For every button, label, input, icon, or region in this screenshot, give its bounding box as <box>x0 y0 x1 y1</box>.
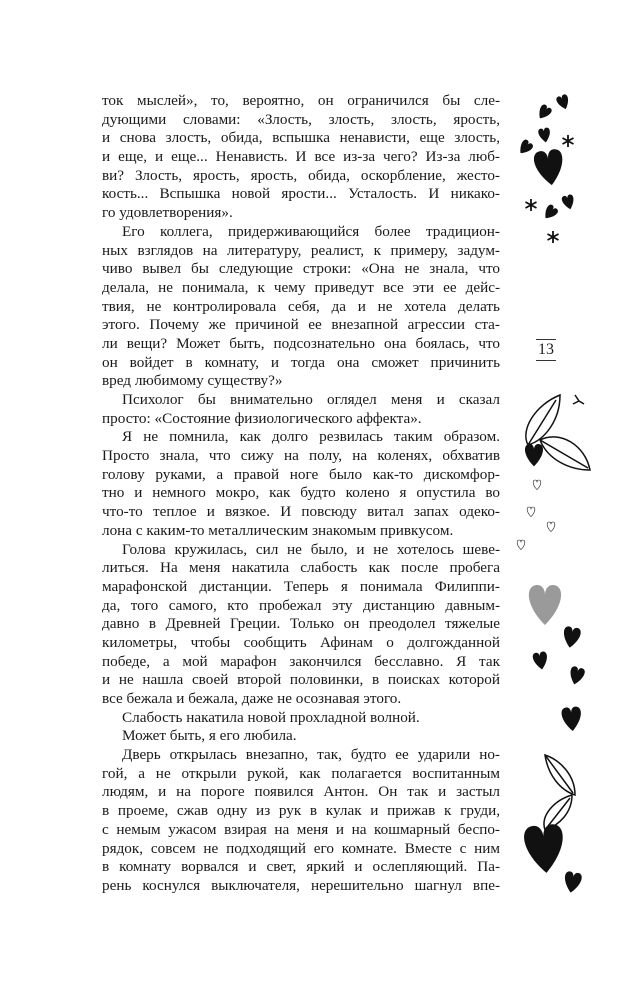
star-icons <box>526 135 574 243</box>
text-line: делала, не понимала, к чему приведут все эти ее дейс- <box>102 278 500 296</box>
text-line: все бежала и бежала, даже не осознавая этого. <box>102 690 402 707</box>
text-line: ных взглядов на литературу, реалист, к примеру, задум- <box>102 241 500 259</box>
text-line: кость... Вспышка новой ярости... Усталость. И никако- <box>102 185 500 203</box>
text-line: Голова кружилась, сил не было, и не хотелось шеве- <box>122 540 500 558</box>
text-line: этого. Почему же причиной ее внезапной агрессии ста- <box>102 316 500 334</box>
text-line: он войдет в комнату, и тогда она сможет причинить <box>102 353 500 371</box>
text-line: Просто знала, что сижу на полу, на коленях, обхватив <box>102 447 500 465</box>
heart-icons-top <box>516 94 576 222</box>
text-line: в проеме, сжав одну из рук в кулак и прижав к груди, <box>102 802 500 820</box>
text-line: да, того самого, кто пробежал эту дистанцию давным- <box>102 596 500 614</box>
text-line: с немым ужасом взирая на меня и на кошмарный беспо- <box>102 820 500 838</box>
text-line: вред любимому существу?» <box>102 372 283 390</box>
text-line: марафонской дистанции. Теперь я понимала Филиппи- <box>102 577 500 595</box>
heart-icon <box>525 444 543 466</box>
text-line: лона с каким-то металлическим знакомым привкусом. <box>102 521 454 539</box>
text-line: ви? Злость, ярость, ярость, обида, оскорбление, жесто- <box>102 166 500 184</box>
text-line: рядок, совсем не подходящий его комнате. Вместе с ним <box>102 839 500 857</box>
text-line: голову руками, а правой ноге было как-то дискомфор- <box>102 465 500 483</box>
leaf-icon-2 <box>544 755 575 830</box>
text-line: Может быть, я его любила. <box>122 727 297 745</box>
text-line: тно и немного мокро, как будто колено я опустила во <box>102 484 500 502</box>
text-line: победе, а мой марафон закончился бесславно. Я так <box>102 652 500 670</box>
text-line: Психолог бы внимательно оглядел меня и сказал <box>122 391 500 408</box>
text-line: километры, чтобы сообщить Афинам о долгожданной <box>102 633 500 651</box>
text-line: твия, не контролировала себя, да и не хотела делать <box>102 297 500 315</box>
gray-heart-icon <box>529 585 561 625</box>
text-line: людям, и на пороге появился Антон. Он так и застыл <box>102 783 500 801</box>
text-line: ли вещи? Может быть, подсознательно она боялась, что <box>102 334 500 352</box>
text-line: давно в Древней Греции. Только он преодолел тяжелые <box>102 615 500 633</box>
text-line: го удовлетворения». <box>102 204 233 222</box>
text-line: литься. На меня накатила слабость как после пробега <box>102 559 500 577</box>
text-line: ток мыслей», то, вероятно, он ограничился бы сле- <box>102 92 500 109</box>
text-line: гой, а не открыли рукой, как полагается воспитанным <box>102 764 500 782</box>
text-line: и снова злость, обида, вспышка ненависти, еще злость, <box>102 129 500 147</box>
text-line: Я не помнила, как долго резвилась таким образом. <box>122 428 500 446</box>
text-line: дующими словами: «Злость, злость, злость, ярость, <box>102 110 500 128</box>
text-line: Его коллега, придерживающийся более традицион- <box>122 222 500 240</box>
text-line: чиво вывел бы следующие строки: «Она не знала, что <box>102 260 500 278</box>
text-line: Дверь открылась внезапно, так, будто ее ударили но- <box>122 746 500 764</box>
text-line: что-то теплое и вязкое. И повсюду витал запах одеко- <box>102 503 500 521</box>
text-line: просто: «Состояние физиологического аффекта». <box>102 409 422 427</box>
text-line: в комнату ворвался и свет, яркий и ослепляющий. Па- <box>102 858 500 876</box>
outline-heart-icons <box>517 480 555 550</box>
text-line: и еще, и еще... Ненависть. И все из-за чего? Из-за люб- <box>102 148 500 166</box>
text-line: и не нашла своей второй половинки, в поисках которой <box>102 671 500 689</box>
text-line: рень коснулся выключателя, нерешительно шагнул впе- <box>102 876 500 894</box>
page-number: 13 <box>536 339 556 361</box>
text-line: Слабость накатила новой прохладной волной. <box>122 708 420 726</box>
